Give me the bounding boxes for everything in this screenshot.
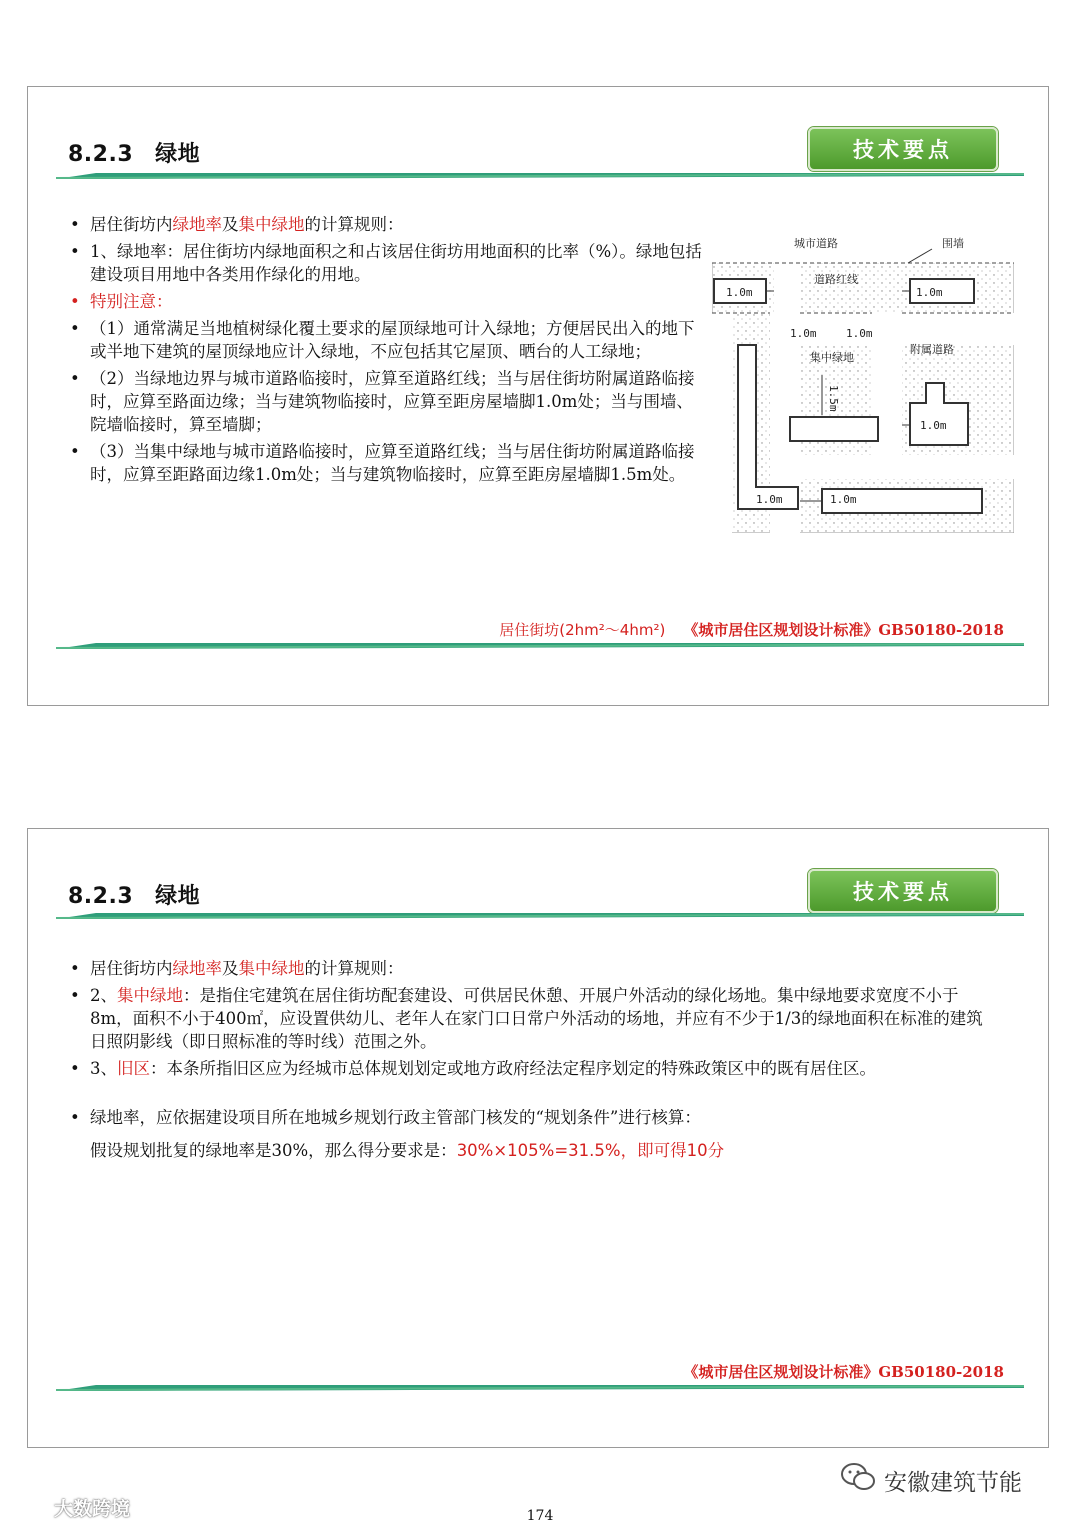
- slide2-content: [68, 957, 998, 1162]
- bullet-note-3: • （3）当集中绿地与城市道路临接时，应算至道路红线；当与居住街坊附属道路临接时，应算至距路面边缘1.0m处；当与建筑物临接时，应算至距房屋墙脚1.5m处。: [68, 440, 708, 486]
- section-number: 8.2.3: [68, 884, 134, 909]
- svg-text:道路红线: 道路红线: [814, 273, 858, 286]
- bullet-rules-intro: • 居住街坊内绿地率及集中绿地的计算规则：: [68, 957, 998, 980]
- section-title-text: 绿地: [155, 142, 201, 167]
- header-divider: [56, 173, 1024, 179]
- tech-points-badge: 技术要点: [808, 127, 998, 171]
- svg-text:集中绿地: 集中绿地: [810, 351, 854, 364]
- footer-book: 《城市居住区规划设计标准》GB50180-2018: [683, 621, 1004, 639]
- page-number: 174: [526, 1508, 554, 1524]
- svg-text:1.0m: 1.0m: [726, 286, 753, 299]
- svg-text:附属道路: 附属道路: [910, 343, 954, 356]
- watermark-brand-text: 大数跨境: [54, 1498, 131, 1520]
- bullet-note-2: • （2）当绿地边界与城市道路临接时，应算至道路红线；当与居住街坊附属道路临接时，应算至路面边缘；当与建筑物临接时，应算至距房屋墙脚1.0m处；当与围墙、院墙临接时，算至墙脚；: [68, 367, 708, 436]
- calc-example: 假设规划批复的绿地率是30%，那么得分要求是：30%×105%=31.5%，即可得10分: [90, 1141, 725, 1160]
- svg-text:围墙: 围墙: [942, 237, 964, 250]
- svg-text:1.0m: 1.0m: [790, 327, 817, 340]
- bullet-rules-intro: • 居住街坊内绿地率及集中绿地的计算规则：: [68, 213, 708, 236]
- watermark-account-text: 安徽建筑节能: [884, 1469, 1022, 1496]
- footer-divider: [56, 643, 1024, 649]
- footer-area: 居住街坊(2hm²～4hm²): [499, 621, 666, 639]
- svg-text:城市道路: 城市道路: [794, 237, 838, 250]
- green-space-diagram: [712, 217, 1014, 533]
- slide1-content: [68, 213, 708, 490]
- section-title: [68, 879, 200, 910]
- footer-divider: [56, 1385, 1024, 1391]
- section-number: 8.2.3: [68, 142, 134, 167]
- svg-text:1.0m: 1.0m: [830, 493, 857, 506]
- tech-points-badge: 技术要点: [808, 869, 998, 913]
- bullet-old-district: • 3、旧区：本条所指旧区应为经城市总体规划划定或地方政府经法定程序划定的特殊政策区中的既有居住区。: [68, 1057, 998, 1080]
- svg-text:1.5m: 1.5m: [827, 385, 840, 412]
- bullet-note-1: • （1）通常满足当地植树绿化覆土要求的屋顶绿地可计入绿地；方便居民出入的地下或半地下建筑的屋顶绿地应计入绿地，不应包括其它屋顶、晒台的人工绿地；: [68, 317, 708, 363]
- building-central: [790, 417, 878, 441]
- slide2-footer: [683, 1361, 1004, 1382]
- footer-book: 《城市居住区规划设计标准》GB50180-2018: [683, 1363, 1004, 1381]
- bullet-green-rate-calc: • 绿地率，应依据建设项目所在地城乡规划行政主管部门核发的“规划条件”进行核算：: [68, 1106, 998, 1129]
- svg-text:1.0m: 1.0m: [846, 327, 873, 340]
- svg-text:1.0m: 1.0m: [920, 419, 947, 432]
- wechat-icon: [840, 1462, 876, 1498]
- bullet-green-rate: • 1、绿地率：居住街坊内绿地面积之和占该居住街坊用地面积的比率（%）。绿地包括建设项目用地中各类用作绿化的用地。: [68, 240, 708, 286]
- svg-text:1.0m: 1.0m: [916, 286, 943, 299]
- slide1-footer: [499, 619, 1004, 640]
- svg-text:1.0m: 1.0m: [756, 493, 783, 506]
- slide-1: [27, 86, 1049, 706]
- slide-2: [27, 828, 1049, 1448]
- watermark-account: [840, 1462, 1022, 1498]
- bullet-central-green: • 2、集中绿地：是指住宅建筑在居住街坊配套建设、可供居民休憩、开展户外活动的绿化场地。集中绿地要求宽度不小于8m，面积不小于400㎡，应设置供幼儿、老年人在家门口日常户外活动的场地，并应有不少于1/3的绿地面积在标准的建筑日照阴影线（即日照标准的等时线）范围之外。: [68, 984, 998, 1053]
- bullet-special-note: • 特别注意：: [68, 290, 708, 313]
- section-title-text: 绿地: [155, 884, 201, 909]
- header-divider: [56, 913, 1024, 919]
- section-title: [68, 137, 200, 168]
